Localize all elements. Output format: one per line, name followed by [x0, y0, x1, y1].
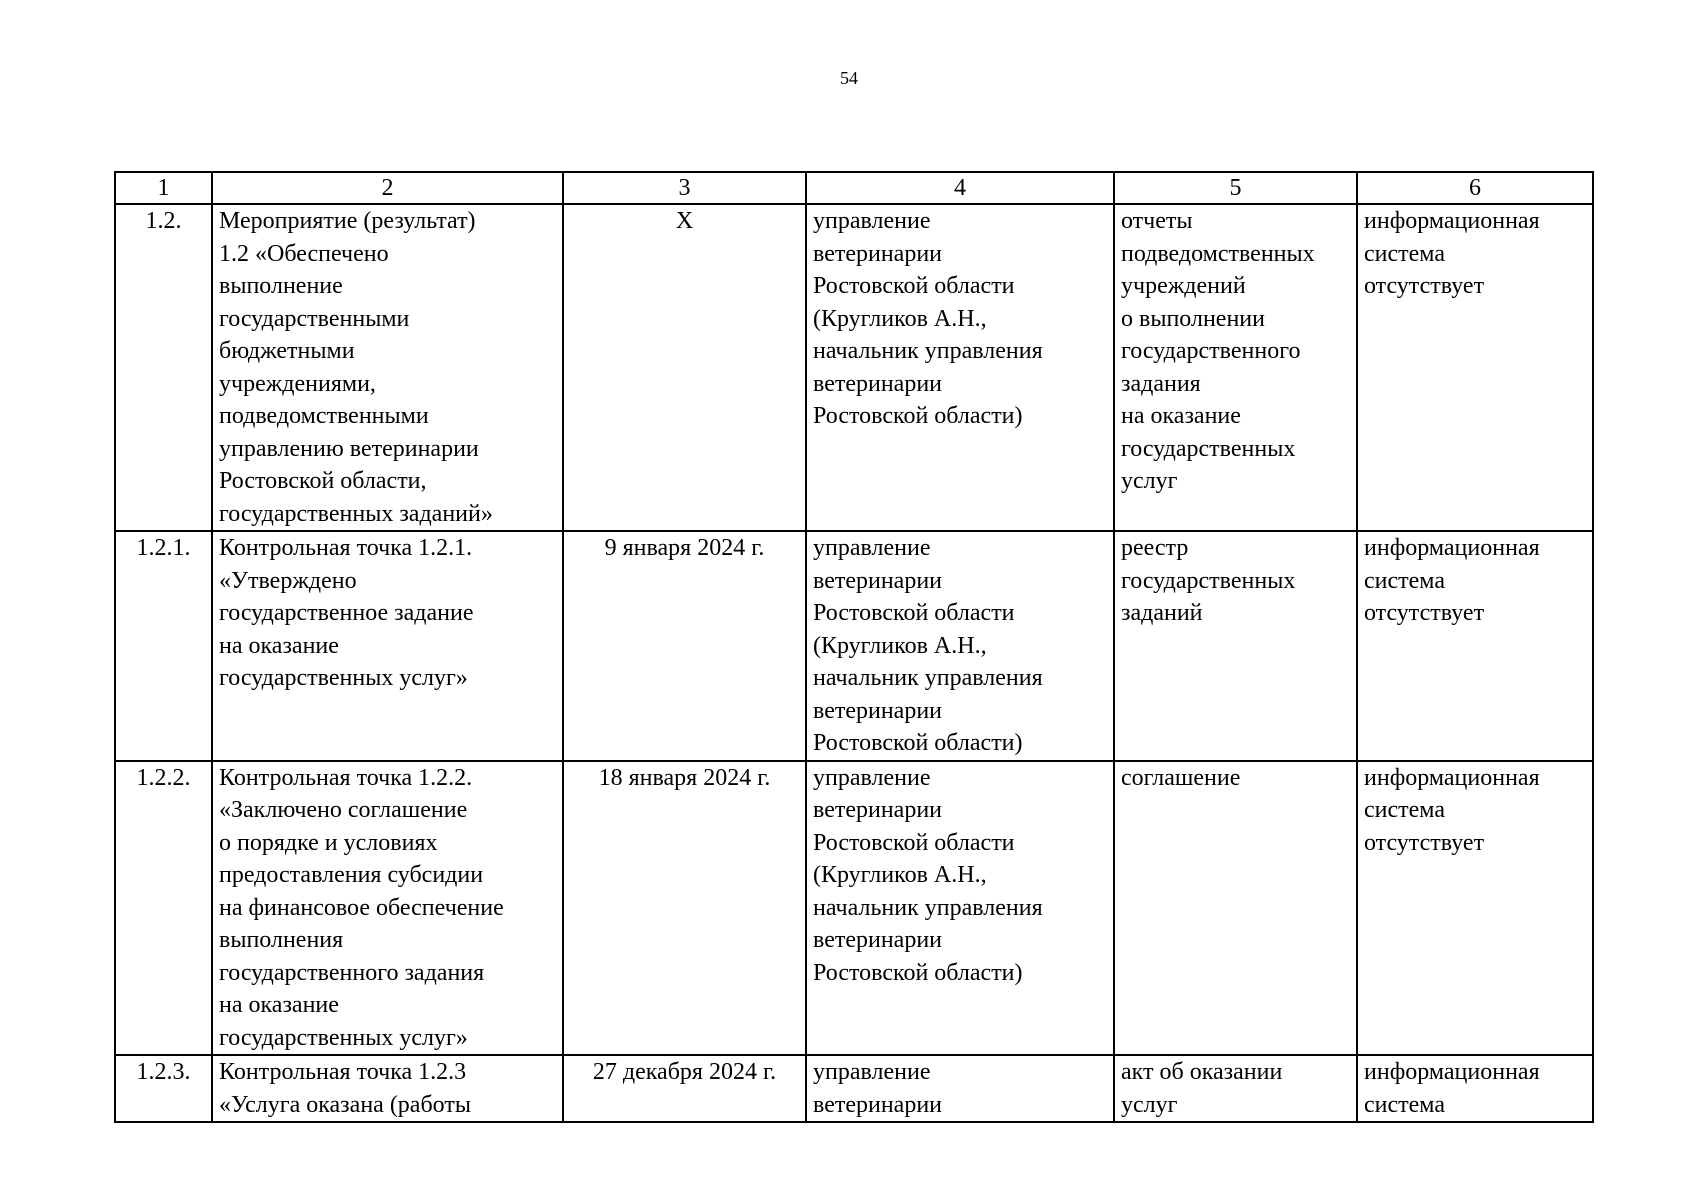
table-row [115, 531, 1593, 761]
row-number: 1.2. [115, 204, 212, 531]
table-row [115, 204, 1593, 531]
row-number: 1.2.3. [115, 1055, 212, 1122]
confirming-document: акт об оказании услуг [1114, 1055, 1357, 1122]
confirming-document: соглашение [1114, 761, 1357, 1056]
information-system: информационная система отсутствует [1357, 531, 1593, 761]
table-header-row [115, 172, 1593, 204]
event-date: 18 января 2024 г. [563, 761, 806, 1056]
header-cell-6: 6 [1357, 172, 1593, 204]
confirming-document: реестр государственных заданий [1114, 531, 1357, 761]
event-date: X [563, 204, 806, 531]
row-number: 1.2.1. [115, 531, 212, 761]
table-row [115, 761, 1593, 1056]
header-cell-2: 2 [212, 172, 563, 204]
responsible-executor: управление ветеринарии Ростовской области (Кругликов А.Н., начальник управления ветеринарии Ростовской области) [806, 761, 1114, 1056]
event-name: Контрольная точка 1.2.3 «Услуга оказана (работы [212, 1055, 563, 1122]
event-name: Мероприятие (результат) 1.2 «Обеспечено выполнение государственными бюджетными учреждениями, подведомственными управлению ветеринарии Ростовской области, государственных заданий» [212, 204, 563, 531]
table-row [115, 1055, 1593, 1122]
event-date: 9 января 2024 г. [563, 531, 806, 761]
row-number: 1.2.2. [115, 761, 212, 1056]
event-name: Контрольная точка 1.2.1. «Утверждено государственное задание на оказание государственных услуг» [212, 531, 563, 761]
header-cell-4: 4 [806, 172, 1114, 204]
responsible-executor: управление ветеринарии [806, 1055, 1114, 1122]
header-cell-5: 5 [1114, 172, 1357, 204]
page-number: 54 [840, 68, 858, 88]
information-system: информационная система [1357, 1055, 1593, 1122]
header-cell-1: 1 [115, 172, 212, 204]
event-name: Контрольная точка 1.2.2. «Заключено соглашение о порядке и условиях предоставления субсидии на финансовое обеспечение выполнения государственного задания на оказание государственных услуг» [212, 761, 563, 1056]
control-points-table [114, 171, 1594, 1123]
header-cell-3: 3 [563, 172, 806, 204]
responsible-executor: управление ветеринарии Ростовской области (Кругликов А.Н., начальник управления ветеринарии Ростовской области) [806, 531, 1114, 761]
confirming-document: отчеты подведомственных учреждений о выполнении государственного задания на оказание государственных услуг [1114, 204, 1357, 531]
responsible-executor: управление ветеринарии Ростовской области (Кругликов А.Н., начальник управления ветеринарии Ростовской области) [806, 204, 1114, 531]
information-system: информационная система отсутствует [1357, 204, 1593, 531]
event-date: 27 декабря 2024 г. [563, 1055, 806, 1122]
information-system: информационная система отсутствует [1357, 761, 1593, 1056]
